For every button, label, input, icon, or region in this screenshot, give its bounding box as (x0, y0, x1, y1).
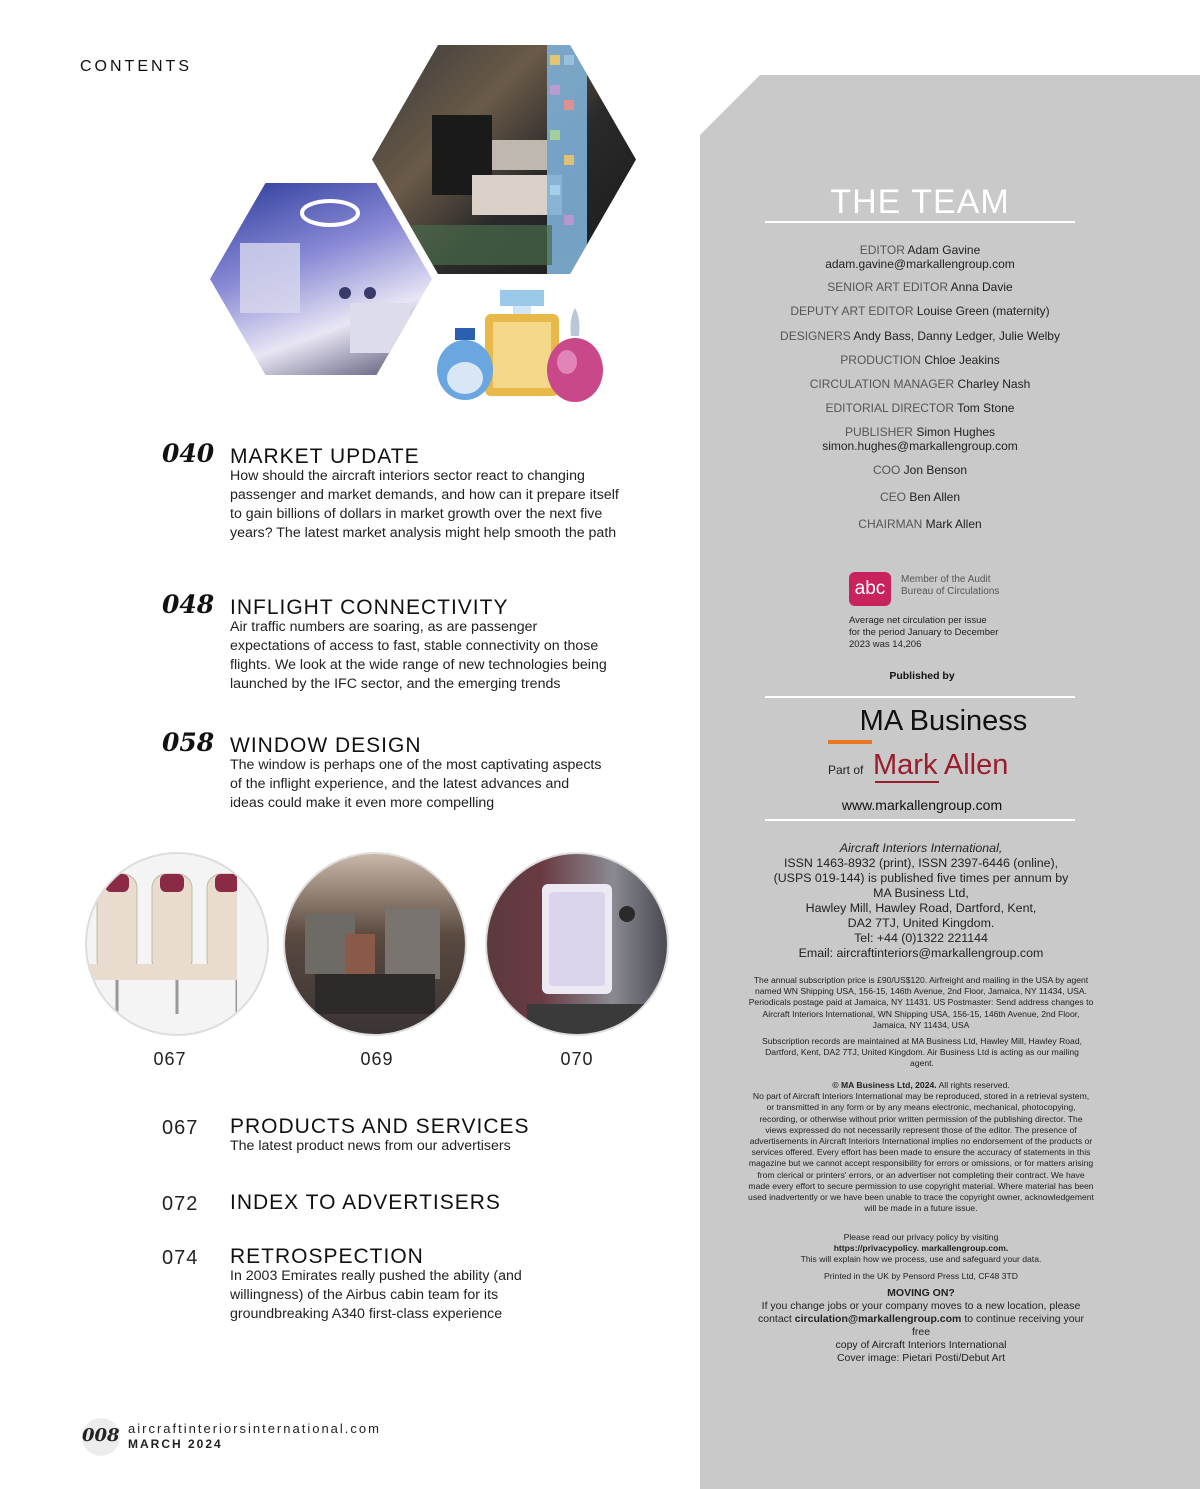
staff-role: CEO (879, 490, 906, 504)
section-title: INDEX TO ADVERTISERS (230, 1191, 501, 1214)
moving-on-line: to continue receiving your free (911, 1313, 1084, 1338)
section-retrospection[interactable] (162, 1245, 632, 1335)
staff-chairman (765, 517, 1075, 531)
published-by: Published by (889, 670, 955, 682)
feature-title: INFLIGHT CONNECTIVITY (230, 596, 509, 619)
thumbnail-seats[interactable] (85, 852, 269, 1036)
cover-credit: Cover image: Pietari Posti/Debut Art (836, 1352, 1006, 1364)
staff-circulation-manager (765, 377, 1075, 391)
staff-role: CIRCULATION MANAGER (809, 377, 955, 391)
hero-image-bottles (435, 288, 615, 418)
staff-name: Simon Hughes (916, 425, 996, 439)
staff-publisher (765, 425, 1075, 453)
abc-member-line: Bureau of Circulations (901, 586, 1000, 597)
thumbnail-business-class[interactable] (283, 852, 467, 1036)
abc-member-line: Member of the Audit (901, 574, 991, 585)
feature-inflight-connectivity[interactable] (162, 590, 632, 696)
thumbnail-window[interactable] (485, 852, 669, 1036)
disclaimer-text: No part of Aircraft Interiors International may be reproduced, stored in a retrieval system, or transmitted in any form or by any means electronic, mechanical, photocopying, recording, or otherwise without prior written permission of the publishing director. The views expressed do not necessarily represent those of the editor. The presence of advertisements in Aircraft Interiors International implies no endorsement of the products or services offered. Every effort has been made to ensure the accuracy of statements in this magazine but we cannot accept responsibility for errors or omissions, or for matters arising from clerical or printers' errors, or an advertiser not completing their contract. We have made every effort to secure permission to use copyright material. Where material has been used inadvertently or we have been unable to trace the copyright owner, acknowledgement will be made in a future issue. (748, 1091, 1094, 1214)
abc-circulation-text: Average net circulation per issue for the period January to December 2023 was 14,206 (849, 615, 999, 650)
privacy-block (748, 1232, 1094, 1266)
staff-editor (765, 243, 1075, 271)
imprint-line: Tel: +44 (0)1322 221144 (854, 931, 988, 945)
moving-on-line: contact (758, 1313, 795, 1325)
staff-email[interactable]: simon.hughes@markallengroup.com (822, 439, 1018, 453)
staff-role: CHAIRMAN (858, 517, 923, 531)
feature-description: How should the aircraft interiors sector react to changing passenger and market demands, and how can it prepare itself to gain billions of dollars in market growth over the next five years? The latest market analysis might help smooth the path (230, 468, 619, 541)
abc-membership (901, 574, 999, 598)
staff-name: Jon Benson (903, 463, 968, 477)
section-index-to-advertisers[interactable] (162, 1191, 632, 1221)
staff-name: Louise Green (maternity) (916, 304, 1050, 318)
section-page-number: 067 (162, 1117, 199, 1139)
imprint-line: ISSN 1463-8932 (print), ISSN 2397-6446 (online), (783, 856, 1059, 870)
team-title: THE TEAM (830, 183, 1010, 221)
ma-business-logo: MA Business (859, 705, 1028, 737)
feature-page-number: 058 (162, 728, 215, 757)
staff-name: Anna Davie (950, 280, 1013, 294)
divider (765, 221, 1075, 223)
subscription-text: The annual subscription price is £90/US$120. Airfreight and mailing in the USA by agent named WN Shipping USA, 156-15, 146th Avenue, 2nd Floor, Jamaica, NY 11434, USA. Periodicals postage paid at Jamaica, NY 11431. US Postmaster: Send address changes to Aircraft Interiors International, WN Shipping USA, 156-15, 146th Avenue, 2nd Floor, Jamaica, NY 11434, USA (748, 975, 1094, 1030)
feature-page-number: 048 (162, 590, 215, 619)
circulation-email[interactable]: circulation@markallengroup.com (794, 1313, 962, 1325)
moving-on-line: copy of Aircraft Interiors International (835, 1339, 1007, 1351)
staff-name: Tom Stone (957, 401, 1015, 415)
copyright-block (748, 1080, 1094, 1214)
feature-market-update[interactable] (162, 439, 632, 565)
section-description: In 2003 Emirates really pushed the ability (and willingness) of the Airbus cabin team for its groundbreaking A340 first-class experience (230, 1268, 522, 1322)
section-page-number: 074 (162, 1247, 199, 1269)
section-products-and-services[interactable] (162, 1115, 632, 1160)
abc-logo: abc (849, 572, 891, 606)
staff-name: Adam Gavine (907, 243, 981, 257)
moving-on-line: If you change jobs or your company moves to a new location, please (761, 1300, 1081, 1312)
part-of-label: Part of (828, 763, 864, 777)
section-title: PRODUCTS AND SERVICES (230, 1115, 530, 1138)
privacy-line: Please read our privacy policy by visiting (843, 1232, 999, 1242)
thumbnail-label: 069 (360, 1049, 394, 1069)
imprint-line: Hawley Mill, Hawley Road, Dartford, Kent, (805, 901, 1037, 915)
imprint-line: DA2 7TJ, United Kingdom. (847, 916, 995, 930)
staff-name: Chloe Jeakins (924, 353, 1000, 367)
imprint-line: (USPS 019-144) is published five times per annum by (773, 871, 1069, 885)
printer-credit: Printed in the UK by Pensord Press Ltd, CF48 3TD (824, 1271, 1018, 1281)
staff-role: PRODUCTION (840, 353, 921, 367)
staff-role: COO (872, 463, 901, 477)
staff-deputy-art-editor (765, 304, 1075, 318)
staff-role: DESIGNERS (780, 329, 851, 343)
staff-role: EDITOR (859, 243, 905, 257)
staff-name: Andy Bass, Danny Ledger, Julie Welby (853, 329, 1060, 343)
privacy-line: This will explain how we process, use and safeguard your data. (800, 1254, 1042, 1265)
staff-role: EDITORIAL DIRECTOR (825, 401, 954, 415)
privacy-url[interactable]: https://privacypolicy. markallengroup.com. (833, 1243, 1009, 1254)
mark-allen-wordmark: Mark Allen (873, 749, 1009, 781)
staff-role: PUBLISHER (844, 425, 913, 439)
staff-role: SENIOR ART EDITOR (827, 280, 948, 294)
staff-name: Charley Nash (957, 377, 1031, 391)
staff-name: Mark Allen (925, 517, 982, 531)
moving-on-title: MOVING ON? (887, 1287, 955, 1299)
footer-url[interactable]: aircraftinteriorsinternational.com (128, 1421, 381, 1436)
staff-name: Ben Allen (909, 490, 961, 504)
staff-senior-art-editor (765, 280, 1075, 294)
hero-image-lounge (372, 45, 636, 274)
hero-image-cabin (210, 183, 432, 375)
section-title: RETROSPECTION (230, 1245, 424, 1268)
feature-page-number: 040 (162, 439, 215, 468)
feature-description: Air traffic numbers are soaring, as are passenger expectations of access to fast, stable connectivity on those flights. We look at the wide range of new technologies being launched by the IFC sector, and the emerging trends (230, 619, 607, 692)
footer-date: MARCH 2024 (128, 1437, 223, 1451)
thumbnail-label: 070 (560, 1049, 594, 1069)
copyright-notice: © MA Business Ltd, 2024. (832, 1080, 937, 1090)
staff-ceo (765, 490, 1075, 504)
imprint-line: MA Business Ltd, (873, 886, 969, 900)
staff-email[interactable]: adam.gavine@markallengroup.com (825, 257, 1015, 271)
section-page-number: 072 (162, 1193, 199, 1215)
staff-production (765, 353, 1075, 367)
feature-title: MARKET UPDATE (230, 445, 420, 468)
moving-on-block (748, 1287, 1094, 1352)
imprint-title: Aircraft Interiors International, (839, 841, 1003, 855)
subscription-records: Subscription records are maintained at MA Business Ltd, Hawley Mill, Hawley Road, Dartford, Kent, DA2 7TJ, United Kingdom. Air Business Ltd is acting as our mailing agent. (761, 1036, 1083, 1069)
divider (765, 819, 1075, 821)
staff-designers (765, 329, 1075, 343)
publisher-url[interactable]: www.markallengroup.com (841, 797, 1003, 813)
section-label: CONTENTS (80, 58, 192, 75)
copyright-suffix: All rights reserved. (936, 1080, 1010, 1090)
staff-role: DEPUTY ART EDITOR (790, 304, 914, 318)
imprint-block (748, 841, 1094, 961)
imprint-email[interactable]: Email: aircraftinteriors@markallengroup.com (798, 946, 1044, 960)
page-number: 008 (82, 1425, 120, 1446)
ma-business-underline (828, 740, 872, 744)
feature-window-design[interactable] (162, 728, 632, 824)
feature-title: WINDOW DESIGN (230, 734, 422, 757)
divider (765, 696, 1075, 698)
staff-editorial-director (765, 401, 1075, 415)
thumbnail-label: 067 (153, 1049, 187, 1069)
staff-coo (765, 463, 1075, 477)
section-description: The latest product news from our advertisers (230, 1138, 511, 1154)
mark-allen-underline (875, 781, 939, 783)
mark-allen-logo (873, 749, 1008, 782)
feature-description: The window is perhaps one of the most captivating aspects of the inflight experience, and the latest advances and ideas could make it even more compelling (230, 757, 602, 811)
